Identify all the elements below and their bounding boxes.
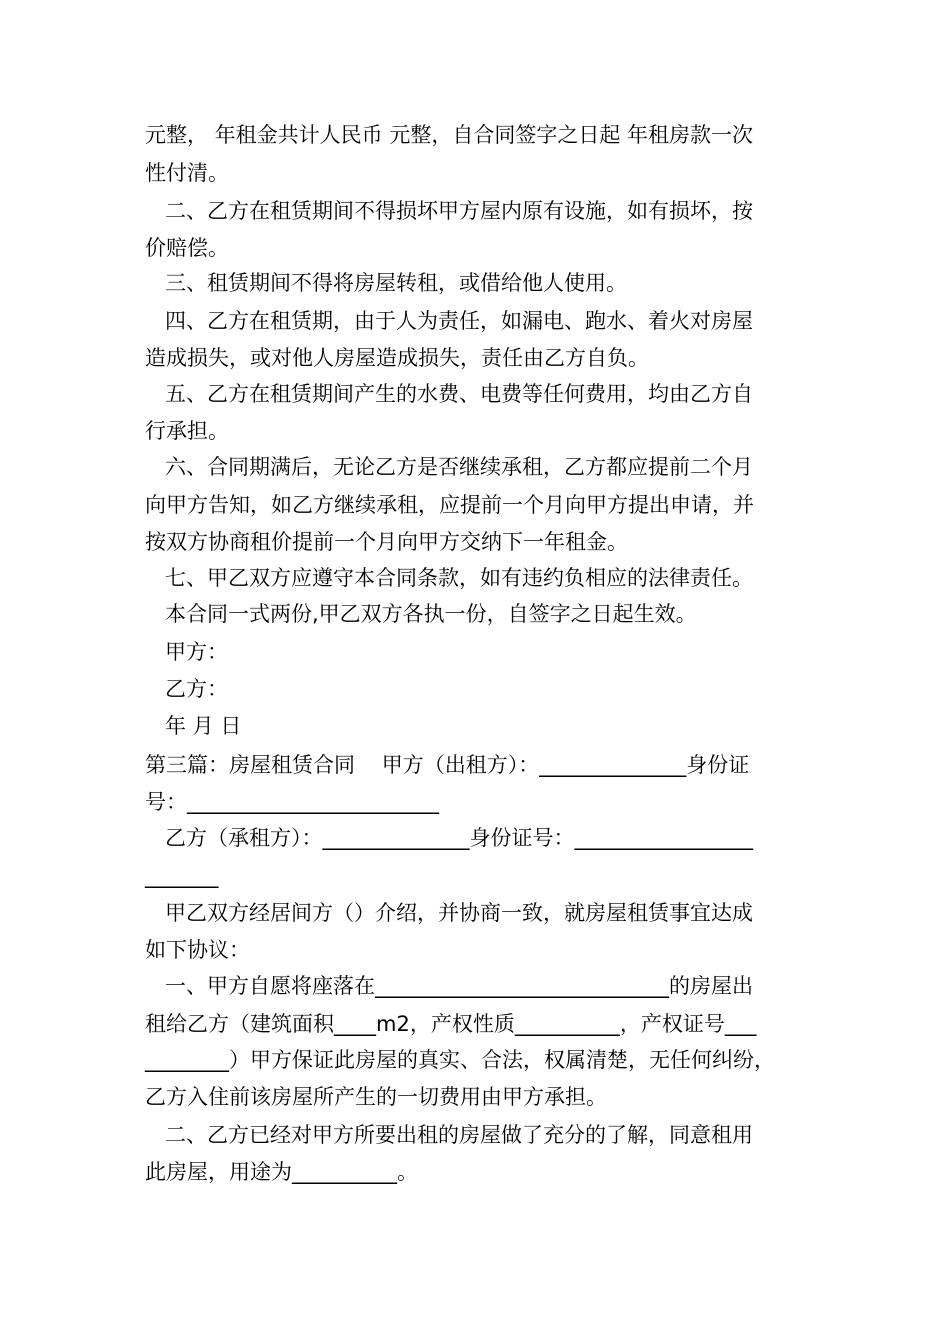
paragraph-line: 向甲方告知，如乙方继续承租，应提前一个月向甲方提出申请，并 [145,493,754,517]
paragraph-line: 如下协议： [145,938,250,962]
paragraph-line: 乙方入住前该房屋所产生的一切费用由甲方承担。 [145,1085,607,1109]
clause-2-line: 二、乙方在租赁期间不得损坏甲方屋内原有设施，如有损坏，按 [165,199,753,223]
term-2-line: 二、乙方已经对甲方所要出租的房屋做了充分的了解，同意租用 [165,1123,753,1147]
paragraph-line: 租给乙方（建筑面积____m2，产权性质__________，产权证号___ [145,1012,757,1036]
paragraph-line: 此房屋，用途为__________。 [145,1160,418,1184]
agreement-intro-line: 甲乙双方经居间方（）介绍，并协商一致，就房屋租赁事宜达成 [165,901,753,925]
paragraph-line: 号：________________________ [145,790,439,814]
clause-6-line: 六、合同期满后，无论乙方是否继续承租，乙方都应提前二个月 [165,455,753,479]
clause-5-line: 五、乙方在租赁期间产生的水费、电费等任何费用，均由乙方自 [165,382,753,406]
clause-4-line: 四、乙方在租赁期，由于人为责任，如漏电、跑水、着火对房屋 [165,309,753,333]
clause-7-line: 七、甲乙双方应遵守本合同条款，如有违约负相应的法律责任。 [165,566,753,590]
paragraph-line: 按双方协商租价提前一个月向甲方交纳下一年租金。 [145,530,628,554]
party-b-info-line: 乙方（承租方）：______________身份证号：_________________ [165,826,753,850]
paragraph-line: _______ [145,864,219,888]
clause-3-line: 三、租赁期间不得将房屋转租，或借给他人使用。 [165,271,627,295]
term-1-line: 一、甲方自愿将座落在____________________________的房屋出 [165,974,753,998]
section-title-line: 第三篇：房屋租赁合同 甲方（出租方）：______________身份证 [145,753,750,777]
paragraph-line: 元整， 年租金共计人民币 元整，自合同签字之日起 年租房款一次 [145,123,754,147]
paragraph-line: ________）甲方保证此房屋的真实、合法，权属清楚，无任何纠纷， [145,1048,775,1072]
effective-clause-line: 本合同一式两份,甲乙双方各执一份，自签字之日起生效。 [165,602,697,626]
paragraph-line: 造成损失，或对他人房屋造成损失，责任由乙方自负。 [145,346,649,370]
party-b-signature-label: 乙方： [165,677,228,701]
paragraph-line: 价赔偿。 [145,236,229,260]
paragraph-line: 性付清。 [145,161,229,185]
date-label: 年 月 日 [165,714,242,738]
party-a-signature-label: 甲方： [165,640,228,664]
paragraph-line: 行承担。 [145,419,229,443]
